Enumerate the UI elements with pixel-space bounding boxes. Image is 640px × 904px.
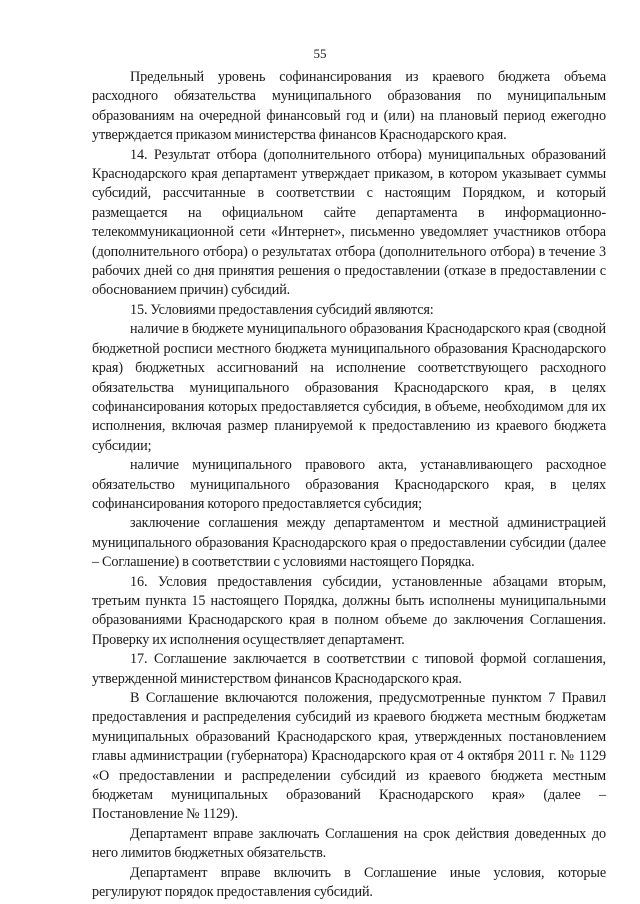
page-number: 55 (313, 46, 327, 61)
paragraph-item-17: 17. Соглашение заключается в соответствии с типовой формой соглашения, утвержденной министерством финансов Краснодарского края. (92, 651, 606, 687)
paragraph-agreement-other-conditions: Департамент вправе включить в Соглашение иные условия, которые регулируют порядок предоставления субсидий. (92, 864, 606, 901)
paragraph-condition-agreement: заключение соглашения между департаментом и местной администрацией муниципального образования Краснодарского края о предоставлении субсидии (далее – Соглашение) в соответствии с условиями настоящего Порядка. (92, 515, 606, 571)
paragraph-item-15: 15. Условиями предоставления субсидий являются: (130, 301, 434, 318)
paragraph-item-14: 14. Результат отбора (дополнительного отбора) муниципальных образований Краснодарского края департамент утверждает приказом, в котором указывает суммы субсидий, рассчитанные в соответствии с настоящим Порядком, и который размещается на официальном сайте департамента в информационно-телекоммуникационной сети «Интернет», письменно уведомляет участников отбора (дополнительного отбора) о результатах отбора (дополнительного отбора) в течение 3 рабочих дней со дня принятия решения о предоставлении (отказе в предоставлении с обоснованием причин) субсидий. (92, 146, 606, 299)
paragraph-agreement-term: Департамент вправе заключать Соглашения на срок действия доведенных до него лимитов бюджетных обязательств. (92, 825, 606, 862)
paragraph-agreement-provisions: В Соглашение включаются положения, предусмотренные пунктом 7 Правил предоставления и распределения субсидий из краевого бюджета местным бюджетам муниципальных образований Краснодарского края, утвержденных постановлением главы администрации (губернатора) Краснодарского края от 4 октября 2011 г. № 1129 «О предоставлении и распределении субсидий из краевого бюджета местным бюджетам муниципальных образований Краснодарского края» (далее – Постановление № 1129). (92, 690, 606, 823)
paragraph-condition-legal-act: наличие муниципального правового акта, устанавливающего расходное обязательство муниципального образования Краснодарского края, в целях софинансирования которого предоставляется субсидия; (92, 457, 606, 512)
document-body (92, 68, 606, 902)
paragraph-item-16: 16. Условия предоставления субсидии, установленные абзацами вторым, третьим пункта 15 настоящего Порядка, должны быть исполнены муниципальными образованиями Краснодарского края в полном объеме до заключения Соглашения. Проверку их исполнения осуществляет департамент. (92, 573, 606, 648)
paragraph-condition-budget: наличие в бюджете муниципального образования Краснодарского края (сводной бюджетной росписи местного бюджета муниципального образования Краснодарского края) бюджетных ассигнований на исполнение соответствующего расходного обязательства муниципального образования Краснодарского края, в целях софинансирования которых предоставляется субсидия, в объеме, необходимом для их исполнения, включая размер планируемой к предоставлению из краевого бюджета субсидии; (92, 321, 606, 454)
paragraph-cofinancing-level: Предельный уровень софинансирования из краевого бюджета объема расходного обязательства муниципального образования по муниципальным образованиям на очередной финансовый год и (или) на плановый период ежегодно утверждается приказом министерства финансов Краснодарского края. (92, 69, 606, 144)
